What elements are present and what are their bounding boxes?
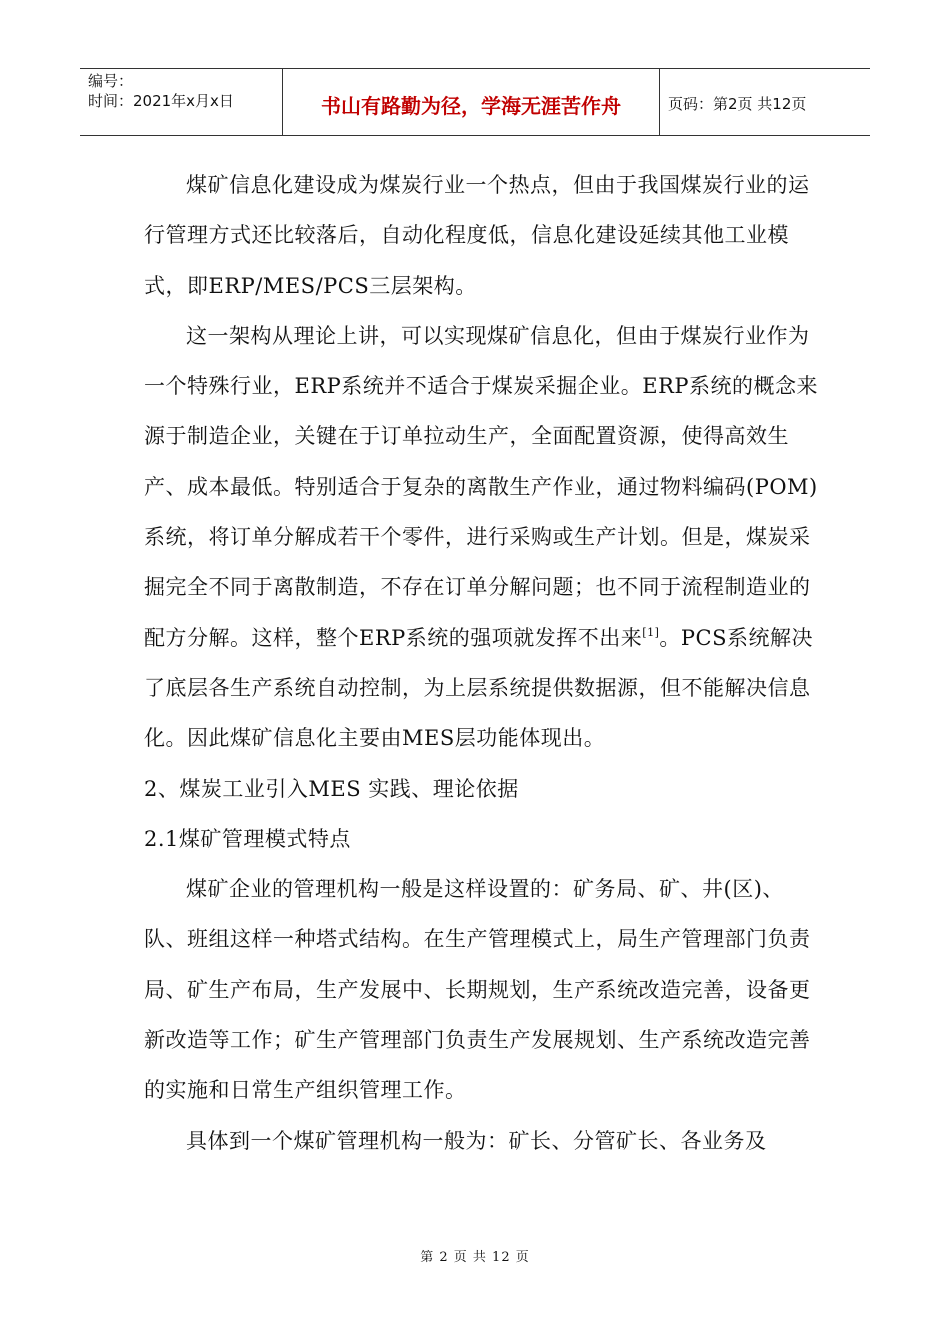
document-number-label: 编号： [88,72,134,90]
header-motto: 书山有路勤为径，学海无涯苦作舟 [283,69,660,135]
document-time-label: 时间：2021年x月x日 [88,92,234,110]
paragraph-2 [144,311,820,764]
paragraph-2-part-a: 这一架构从理论上讲，可以实现煤矿信息化，但由于煤炭行业作为一个特殊行业，ERP系统并不适合于煤炭采掘企业。ERP系统的概念来源于制造企业，关键在于订单拉动生产，全面配置资源，使得高效生产、成本最低。特别适合于复杂的离散生产作业，通过物料编码(POM)系统，将订单分解成若干个零件，进行采购或生产计划。但是，煤炭采掘完全不同于离散制造，不存在订单分解问题；也不同于流程制造业的配方分解。这样，整个ERP系统的强项就发挥不出来 [144,323,819,650]
paragraph-1: 煤矿信息化建设成为煤炭行业一个热点，但由于我国煤炭行业的运行管理方式还比较落后，自动化程度低，信息化建设延续其他工业模式，即ERP/MES/PCS三层架构。 [144,173,810,298]
paragraph-3: 煤矿企业的管理机构一般是这样设置的：矿务局、矿、井(区)、队、班组这样一种塔式结构。在生产管理模式上，局生产管理部门负责局、矿生产布局，生产发展中、长期规划，生产系统改造完善，设备更新改造等工作；矿生产管理部门负责生产发展规划、生产系统改造完善的实施和日常生产组织管理工作。 [144,877,811,1103]
paragraph-4: 具体到一个煤矿管理机构一般为：矿长、分管矿长、各业务及 [186,1128,767,1153]
section-heading-2-1: 2.1煤矿管理模式特点 [144,826,351,851]
paragraph-2-part-b: 。PCS系统解决了底层各生产系统自动控制，为上层系统提供数据源，但不能解决信息化。因此煤矿信息化主要由MES层功能体现出。 [144,625,813,751]
header-page-info: 页码：第2页 共12页 [668,94,807,113]
reference-marker: [1] [642,625,660,639]
section-heading-2: 2、煤炭工业引入MES 实践、理论依据 [144,776,519,801]
page-footer: 第 2 页 共 12 页 [420,1250,530,1265]
document-body [144,160,820,1166]
page-header [80,68,870,136]
header-meta [80,69,283,135]
